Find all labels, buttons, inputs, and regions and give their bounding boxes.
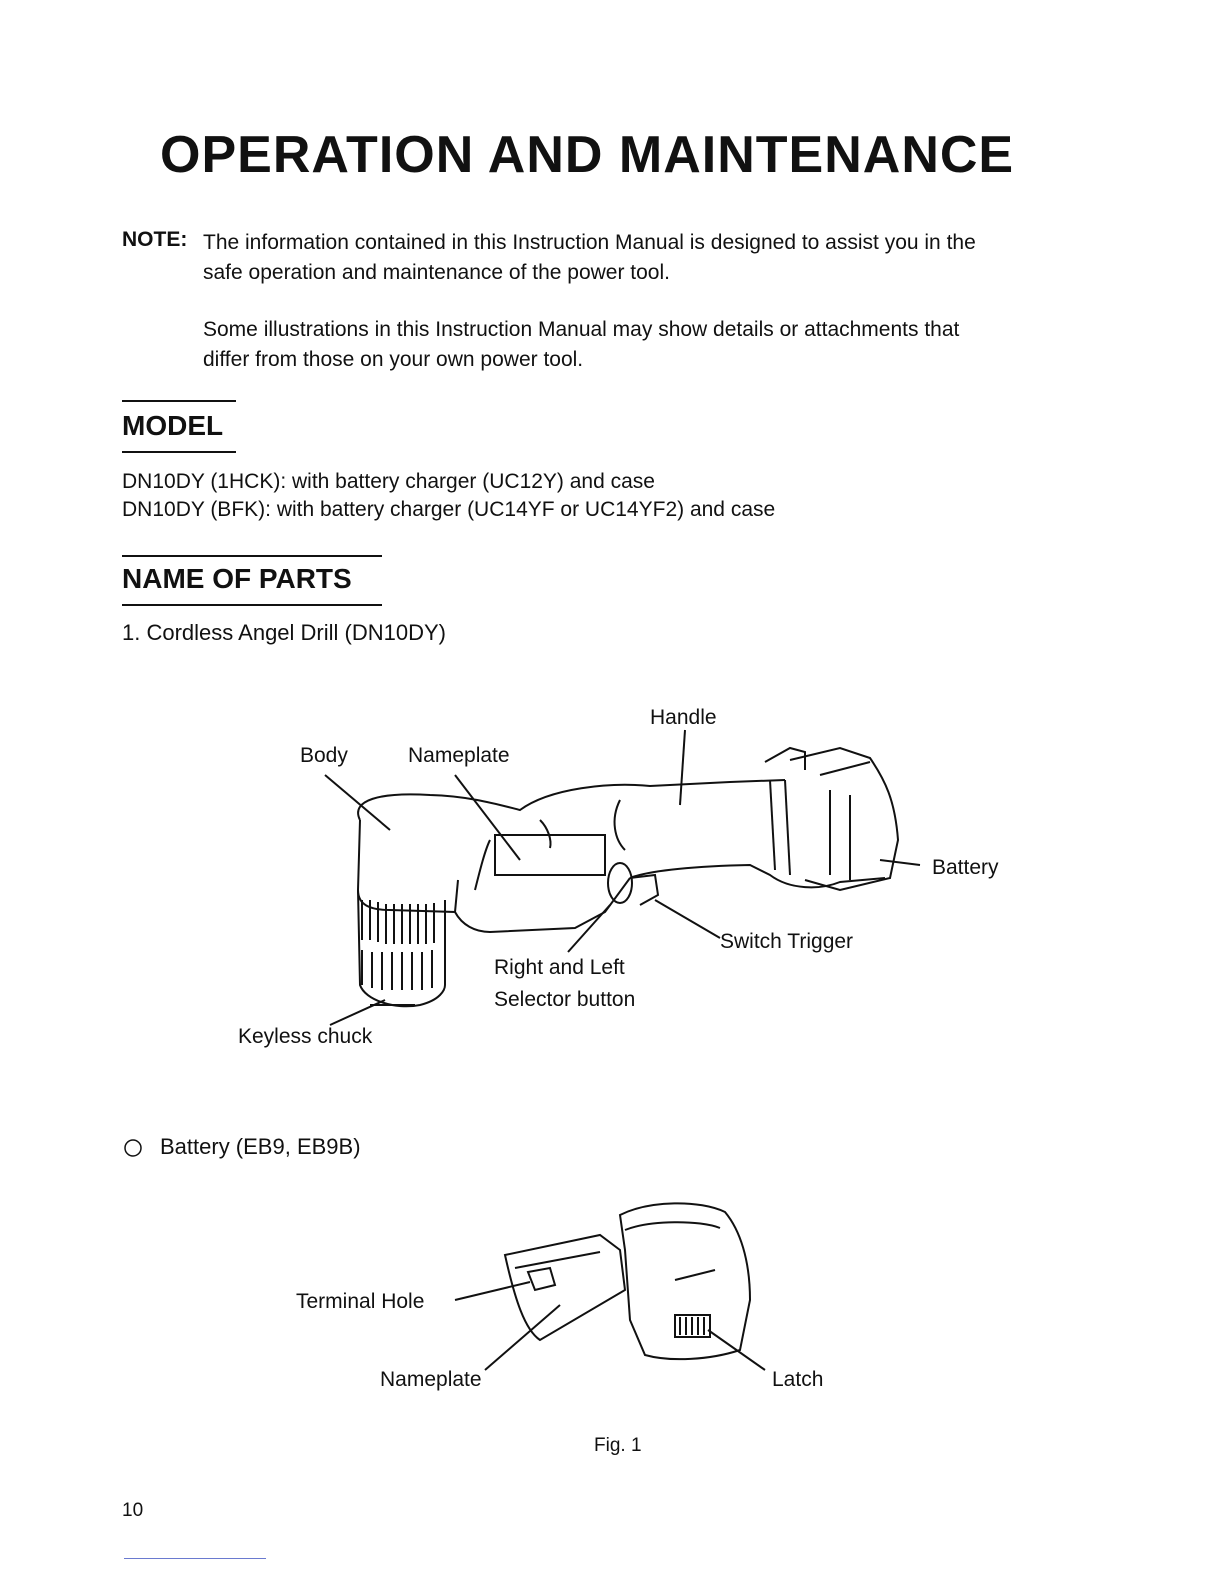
label-handle: Handle — [650, 706, 717, 729]
terminal-hole — [528, 1268, 555, 1290]
note-label: NOTE: — [122, 228, 188, 251]
switch-trigger — [630, 875, 658, 905]
model-rule-top — [122, 400, 236, 402]
label-latch: Latch — [772, 1368, 824, 1391]
leader-switch-trigger — [655, 900, 720, 938]
label-battery-nameplate: Nameplate — [380, 1368, 482, 1391]
parts-rule-top — [122, 555, 382, 557]
leader-body — [325, 775, 390, 830]
battery-illustration — [450, 1190, 830, 1380]
note-line-4: differ from those on your own power tool. — [203, 348, 584, 371]
label-body: Body — [300, 744, 348, 767]
model-line-1: DN10DY (1HCK): with battery charger (UC12Y) and case — [122, 470, 655, 493]
note-line-2: safe operation and maintenance of the power tool. — [203, 261, 670, 284]
figure-caption: Fig. 1 — [594, 1435, 642, 1456]
model-line-2: DN10DY (BFK): with battery charger (UC14YF or UC14YF2) and case — [122, 498, 776, 521]
label-selector-line1: Right and Left — [494, 956, 625, 979]
label-battery: Battery — [932, 856, 999, 879]
drill-top-outline — [358, 780, 785, 820]
item-battery: Battery (EB9, EB9B) — [160, 1134, 361, 1159]
circle-bullet-icon — [122, 1137, 144, 1159]
leader-battery — [880, 860, 920, 865]
label-terminal-hole: Terminal Hole — [296, 1290, 425, 1313]
selector-button — [608, 863, 632, 903]
leader-handle — [680, 730, 685, 805]
note-line-3: Some illustrations in this Instruction Manual may show details or attachments that — [203, 318, 960, 341]
drill-illustration — [230, 700, 1050, 1060]
item-cordless-drill: 1. Cordless Angel Drill (DN10DY) — [122, 620, 446, 645]
label-drill-nameplate: Nameplate — [408, 744, 510, 767]
bottom-rule — [124, 1558, 266, 1559]
parts-rule-bottom — [122, 604, 382, 606]
leader-keyless-chuck — [330, 1000, 385, 1025]
note-line-1: The information contained in this Instruction Manual is designed to assist you in the — [203, 231, 976, 254]
battery-stem — [505, 1235, 625, 1340]
label-switch-trigger: Switch Trigger — [720, 930, 854, 953]
handle-lower — [630, 865, 885, 887]
label-keyless-chuck: Keyless chuck — [238, 1025, 373, 1048]
label-selector-line2: Selector button — [494, 988, 636, 1011]
leader-terminal-hole — [455, 1282, 530, 1300]
leader-latch — [708, 1330, 765, 1370]
parts-heading: NAME OF PARTS — [122, 563, 352, 594]
page-number: 10 — [122, 1500, 144, 1521]
model-rule-bottom — [122, 451, 236, 453]
page-title: OPERATION AND MAINTENANCE — [160, 126, 1015, 184]
model-heading: MODEL — [122, 410, 224, 441]
